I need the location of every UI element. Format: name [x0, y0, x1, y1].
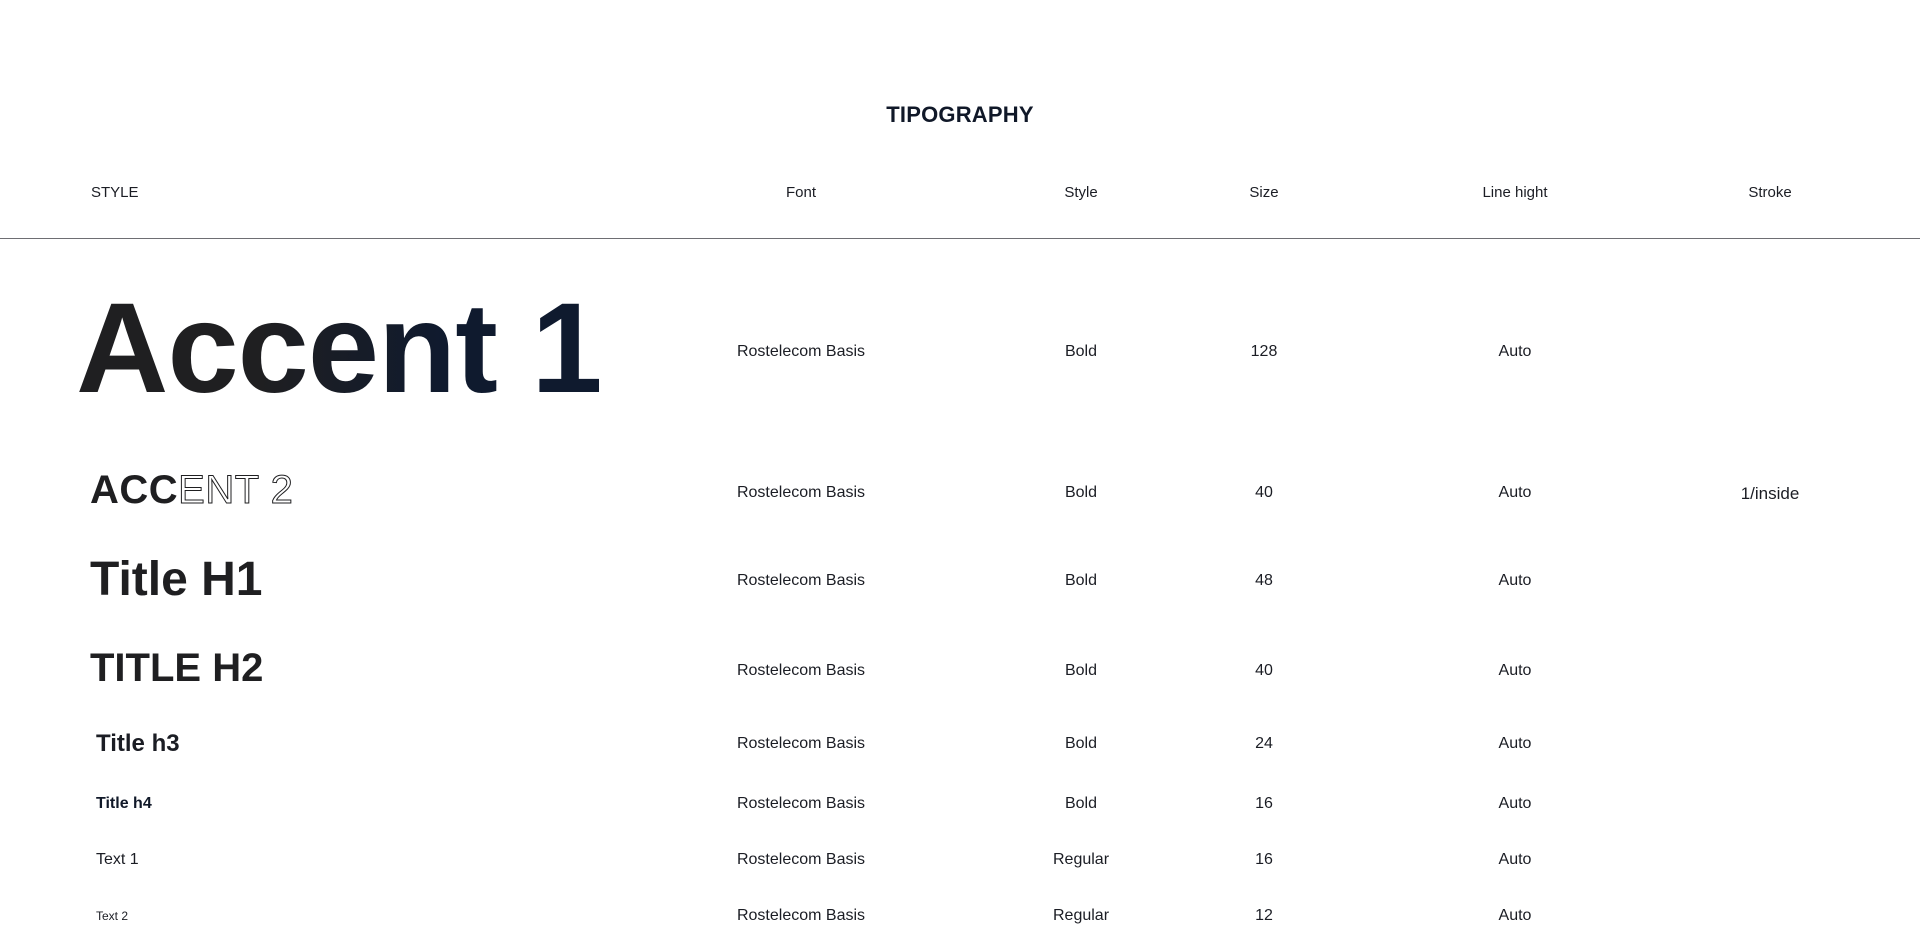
- size-cell: 48: [1255, 572, 1273, 589]
- line-height-cell: Auto: [1498, 343, 1532, 360]
- style-cell: Bold: [1064, 343, 1098, 360]
- style-sample: Text 1: [96, 851, 139, 868]
- header-size: Size: [1249, 184, 1279, 201]
- line-height-cell: Auto: [1498, 484, 1532, 501]
- style-sample: [90, 468, 293, 513]
- table-header: [0, 184, 1920, 208]
- style-sample: Title H1: [90, 553, 263, 606]
- font-cell: Rostelecom Basis: [736, 572, 866, 589]
- page-title: TIPOGRAPHY: [886, 102, 1034, 127]
- style-sample: Title h4: [96, 795, 152, 812]
- line-height-cell: Auto: [1498, 662, 1532, 679]
- size-cell: 40: [1255, 484, 1273, 501]
- stroke-cell: 1/inside: [1740, 484, 1800, 503]
- size-cell: 16: [1255, 851, 1273, 868]
- line-height-cell: Auto: [1498, 851, 1532, 868]
- font-cell: Rostelecom Basis: [736, 907, 866, 924]
- header-divider: [0, 238, 1920, 239]
- table-row: [0, 275, 1920, 420]
- style-sample: Accent 1: [76, 277, 602, 420]
- header-style: Style: [1064, 184, 1098, 201]
- table-row: [0, 468, 1920, 518]
- header-line-height: Line hight: [1482, 184, 1548, 201]
- style-sample: Text 2: [96, 909, 129, 923]
- size-cell: 40: [1255, 662, 1273, 679]
- style-sample-solid: ACC: [90, 468, 179, 512]
- style-cell: Bold: [1064, 735, 1098, 752]
- line-height-cell: Auto: [1498, 907, 1532, 924]
- table-row: [0, 646, 1920, 696]
- table-row: [0, 730, 1920, 760]
- font-cell: Rostelecom Basis: [736, 484, 866, 501]
- style-sample: TITLE H2: [90, 646, 264, 690]
- font-cell: Rostelecom Basis: [736, 343, 866, 360]
- font-cell: Rostelecom Basis: [736, 851, 866, 868]
- style-cell: Regular: [1052, 851, 1110, 868]
- style-sample-outline: ENT 2: [178, 468, 294, 512]
- style-cell: Bold: [1064, 795, 1098, 812]
- size-cell: 16: [1255, 795, 1273, 812]
- table-row: [0, 795, 1920, 817]
- font-cell: Rostelecom Basis: [736, 662, 866, 679]
- table-row: [0, 851, 1920, 873]
- size-cell: 12: [1255, 907, 1273, 924]
- style-cell: Bold: [1064, 484, 1098, 501]
- size-cell: 24: [1255, 735, 1273, 752]
- table-row: [0, 552, 1920, 612]
- size-cell: 128: [1250, 343, 1278, 360]
- style-cell: Bold: [1064, 662, 1098, 679]
- line-height-cell: Auto: [1498, 572, 1532, 589]
- line-height-cell: Auto: [1498, 735, 1532, 752]
- style-cell: Bold: [1064, 572, 1098, 589]
- table-row: [0, 907, 1920, 929]
- font-cell: Rostelecom Basis: [736, 795, 866, 812]
- style-cell: Regular: [1052, 907, 1110, 924]
- header-font: Font: [785, 184, 817, 201]
- line-height-cell: Auto: [1498, 795, 1532, 812]
- header-style-sample: STYLE: [91, 184, 139, 201]
- font-cell: Rostelecom Basis: [736, 735, 866, 752]
- style-sample: Title h3: [96, 730, 180, 757]
- header-stroke: Stroke: [1748, 184, 1792, 201]
